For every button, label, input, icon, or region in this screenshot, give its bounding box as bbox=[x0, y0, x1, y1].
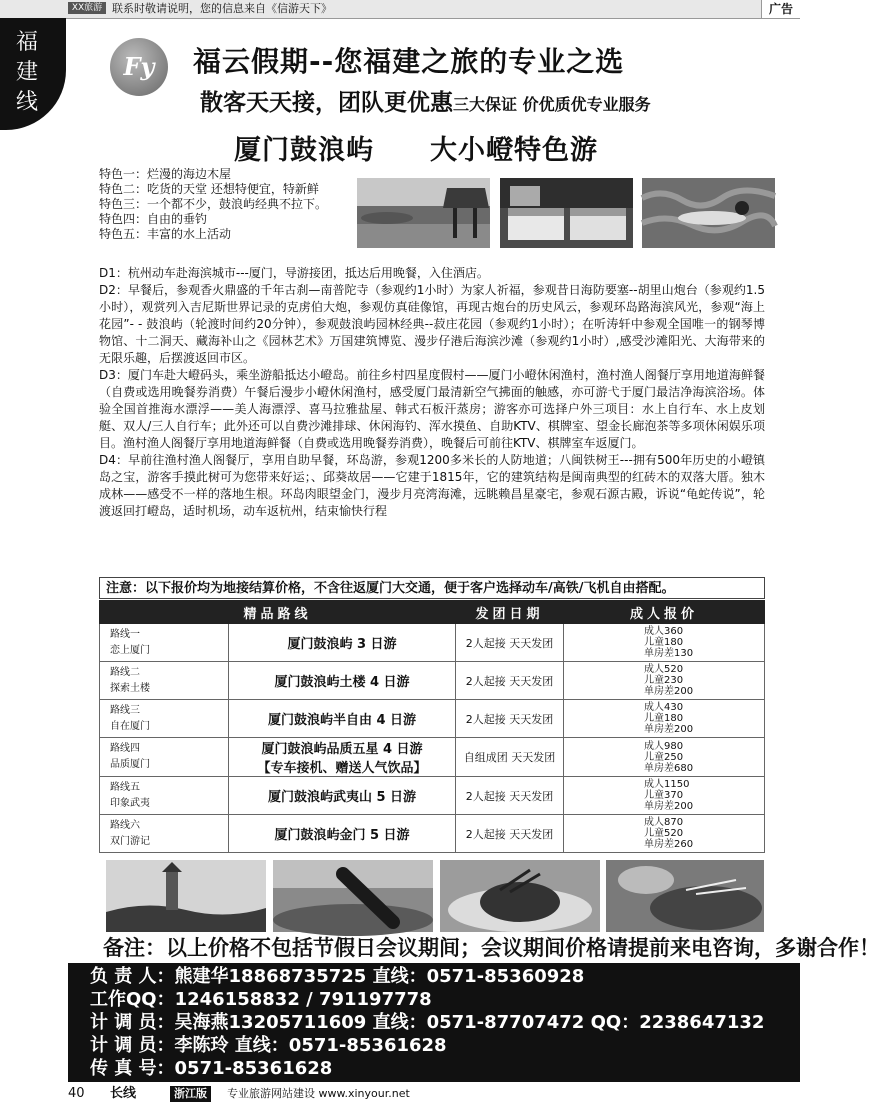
route-price bbox=[564, 815, 765, 853]
feature-item: 特色五：丰富的水上活动 bbox=[99, 227, 232, 241]
route-label: 恋上厦门 bbox=[110, 644, 150, 656]
price-single: 单房差260 bbox=[644, 839, 694, 850]
route-title-text: 厦门鼓浪屿土楼 4 日游 bbox=[274, 675, 410, 690]
route-label: 印象武夷 bbox=[110, 797, 150, 809]
price-adult: 成人870 bbox=[644, 817, 684, 828]
brand-headline: 福云假期--您福建之旅的专业之选 bbox=[193, 45, 625, 78]
route-title-extra: 【专车接机、赠送人气饮品】 bbox=[257, 761, 427, 776]
top-bar bbox=[0, 0, 800, 19]
price-table-header bbox=[100, 601, 765, 624]
brand-subline-main: 散客天天接，团队更优惠 bbox=[200, 90, 453, 116]
region-tab-char: 福 bbox=[15, 30, 38, 55]
route-title bbox=[229, 700, 456, 738]
route-name bbox=[100, 815, 229, 853]
section-title: 厦门鼓浪屿 大小嶝特色游 bbox=[234, 135, 598, 166]
footer-section: 长线 bbox=[110, 1086, 137, 1101]
route-title bbox=[229, 815, 456, 853]
contact-fax: 传 真 号：0571-85361628 bbox=[90, 1058, 333, 1079]
footer-tagline: 专业旅游网站建设 www.xinyour.net bbox=[227, 1087, 410, 1100]
page-footer bbox=[0, 1084, 800, 1104]
brand-subline bbox=[200, 84, 651, 117]
header-departure: 发团日期 bbox=[456, 601, 564, 624]
table-row bbox=[100, 777, 765, 815]
price-single: 单房差130 bbox=[644, 648, 694, 659]
route-label: 自在厦门 bbox=[110, 720, 150, 732]
region-tab-char: 建 bbox=[15, 60, 38, 85]
route-title-text: 厦门鼓浪屿 3 日游 bbox=[287, 637, 397, 652]
price-child: 儿童520 bbox=[644, 828, 684, 839]
route-price bbox=[564, 662, 765, 700]
price-single: 单房差200 bbox=[644, 686, 694, 697]
route-name bbox=[100, 700, 229, 738]
route-title bbox=[229, 738, 456, 777]
feature-item: 特色三：一个都不少，鼓浪屿经典不拉下。 bbox=[99, 197, 328, 211]
feature-item: 特色一：烂漫的海边木屋 bbox=[99, 167, 232, 181]
price-note: 注意：以下报价均为地接结算价格，不含往返厦门大交通，便于客户选择动车/高铁/飞机自由搭配。 bbox=[99, 577, 765, 599]
itinerary bbox=[99, 265, 765, 520]
swimming-photo bbox=[642, 178, 775, 248]
hotel-room-photo bbox=[500, 178, 633, 248]
price-single: 单房差200 bbox=[644, 724, 694, 735]
route-title-text: 厦门鼓浪屿品质五星 4 日游 bbox=[261, 742, 423, 757]
footer-region-badge: 浙江版 bbox=[170, 1086, 211, 1102]
ad-label: 广告 bbox=[761, 0, 800, 18]
lighthouse-photo bbox=[106, 860, 266, 932]
route-code: 路线三 bbox=[110, 704, 140, 716]
feature-item: 特色二：吃货的天堂 还想特便宜，特新鲜 bbox=[99, 182, 319, 196]
route-price bbox=[564, 624, 765, 662]
itinerary-day: D1：杭州动车赴海滨城市---厦门，导游接团，抵达后用晚餐，入住酒店。 bbox=[99, 266, 489, 280]
table-row bbox=[100, 624, 765, 662]
itinerary-day: D3：厦门车赴大嶝码头，乘坐游船抵达小嶝岛。前往乡村四星度假村——厦门小嶝休闲渔村，渔村渔人阁餐厅享用地道海鲜餐（自费或选用晚餐券消费）午餐后漫步小嶝休闲渔村，感受厦门最清新空气拂面的触感，亦可游弋于厦门最洁净海滨浴场。体验全国首推海水漂浮——美人海漂浮、喜马拉雅盐屋、韩式石板汗蒸房；游客亦可选择户外三项目：水上自行车、水上皮划艇、双人/三人自行车；此外还可以自费沙滩排球、休闲海钓、浑水摸鱼、自助KTV、棋牌室、望金长廊泡茶等多项休闲娱乐项目。渔村渔人阁餐厅享用地道海鲜餐（自费或选用晚餐券消费），晚餐后可前往KTV、棋牌室车返厦门。 bbox=[99, 368, 765, 450]
route-price bbox=[564, 700, 765, 738]
route-code: 路线六 bbox=[110, 819, 140, 831]
contact-qq: 工作QQ：1246158832 / 791197778 bbox=[90, 989, 432, 1010]
beach-hut-photo bbox=[357, 178, 490, 248]
route-title-text: 厦门鼓浪屿半自由 4 日游 bbox=[267, 713, 417, 728]
price-child: 儿童180 bbox=[644, 637, 684, 648]
seafood-dish-photo bbox=[440, 860, 600, 932]
price-adult: 成人430 bbox=[644, 702, 684, 713]
contact-block bbox=[68, 963, 800, 1082]
contact-planner-1: 计 调 员：吴海燕13205711609 直线：0571-87707472 QQ：2238647132 bbox=[90, 1012, 765, 1033]
brand-logo: Fy bbox=[110, 38, 168, 96]
route-code: 路线五 bbox=[110, 781, 140, 793]
header-adult-price: 成人报价 bbox=[564, 601, 765, 624]
feature-item: 特色四：自由的垂钓 bbox=[99, 212, 208, 226]
feature-list bbox=[99, 167, 327, 242]
publication-logo: XX旅游 bbox=[68, 2, 106, 14]
route-title bbox=[229, 777, 456, 815]
route-price bbox=[564, 738, 765, 777]
contact-planner-2: 计 调 员：李陈玲 直线：0571-85361628 bbox=[90, 1035, 447, 1056]
table-row bbox=[100, 815, 765, 853]
route-name bbox=[100, 624, 229, 662]
route-label: 探索土楼 bbox=[110, 682, 150, 694]
price-table bbox=[99, 600, 765, 853]
table-row bbox=[100, 662, 765, 700]
itinerary-day: D2：早餐后，参观香火鼎盛的千年古刹—南普陀寺（参观约1小时）为家人祈福，参观昔日海防要塞--胡里山炮台（参观约1.5小时），观赏列入吉尼斯世界记录的克虏伯大炮，参观仿真硅像馆，再现古炮台的历史风云，参观环岛路海滨风光，参观“海上花园”- - 鼓浪屿（轮渡时间约20分钟），参观鼓浪屿园林经典--菽庄花园（参观约1小时）；在听涛轩中参观全国唯一的钢琴博物馆、十二洞天、藏海补山之《园林艺术》万国建筑博览、漫步仔港后海滨沙滩（参观约1小时）,感受沙滩阳光、大海带来的无限乐趣，后摆渡返回市区。 bbox=[99, 283, 765, 365]
price-child: 儿童250 bbox=[644, 751, 684, 763]
route-label: 品质厦门 bbox=[110, 759, 150, 770]
route-label: 双门游记 bbox=[110, 835, 150, 847]
route-name bbox=[100, 777, 229, 815]
region-tab-char: 线 bbox=[15, 90, 38, 115]
table-row bbox=[100, 738, 765, 777]
price-child: 儿童230 bbox=[644, 675, 684, 686]
region-tab bbox=[0, 18, 66, 130]
remark: 备注：以上价格不包括节假日会议期间；会议期间价格请提前来电咨询，多谢合作！ bbox=[103, 936, 880, 960]
contact-notice: 联系时敬请说明，您的信息来自《信游天下》 bbox=[112, 2, 332, 15]
route-departure: 2人起接 天天发团 bbox=[456, 815, 564, 853]
itinerary-day: D4：早前往渔村渔人阁餐厅，享用自助早餐，环岛游，参观1200多米长的人防地道；八闽铁树王---拥有500年历史的小嶝镇岛之宝，游客手摸此树可为您带来好运；、邱葵故居——它建于1815年，它的建筑结构是闽南典型的红砖木的双落大厝。独木成林——感受不一样的落地生根。环岛肉眼望金门，漫步月亮湾海滩，远眺赖昌星豪宅，参观石源古殿，诉说“龟蛇传说”，轮渡返回打嶝岛，适时机场，动车返杭州，结束愉快行程 bbox=[99, 453, 765, 518]
route-departure: 2人起接 天天发团 bbox=[456, 662, 564, 700]
table-row bbox=[100, 700, 765, 738]
route-title-text: 厦门鼓浪屿武夷山 5 日游 bbox=[267, 790, 417, 805]
route-price bbox=[564, 777, 765, 815]
route-code: 路线一 bbox=[110, 628, 140, 640]
price-child: 儿童370 bbox=[644, 790, 684, 801]
route-title-text: 厦门鼓浪屿金门 5 日游 bbox=[274, 828, 410, 843]
route-title bbox=[229, 662, 456, 700]
price-single: 单房差680 bbox=[644, 762, 694, 774]
price-adult: 成人360 bbox=[644, 626, 684, 637]
spicy-dish-photo bbox=[606, 860, 764, 932]
route-name bbox=[100, 662, 229, 700]
header-route: 精品路线 bbox=[100, 601, 456, 624]
cannon-photo bbox=[273, 860, 433, 932]
page-number: 40 bbox=[68, 1086, 85, 1101]
contact-manager: 负 责 人：熊建华18868735725 直线：0571-85360928 bbox=[90, 966, 585, 987]
route-departure: 自组成团 天天发团 bbox=[456, 738, 564, 777]
route-departure: 2人起接 天天发团 bbox=[456, 700, 564, 738]
route-departure: 2人起接 天天发团 bbox=[456, 777, 564, 815]
route-departure: 2人起接 天天发团 bbox=[456, 624, 564, 662]
price-single: 单房差200 bbox=[644, 801, 694, 812]
route-code: 路线四 bbox=[110, 743, 140, 754]
route-title bbox=[229, 624, 456, 662]
price-adult: 成人520 bbox=[644, 664, 684, 675]
brand-subline-small: 三大保证 价优质优专业服务 bbox=[453, 95, 651, 114]
price-adult: 成人980 bbox=[644, 740, 684, 752]
price-adult: 成人1150 bbox=[644, 779, 690, 790]
route-code: 路线二 bbox=[110, 666, 140, 678]
price-child: 儿童180 bbox=[644, 713, 684, 724]
route-name bbox=[100, 738, 229, 777]
